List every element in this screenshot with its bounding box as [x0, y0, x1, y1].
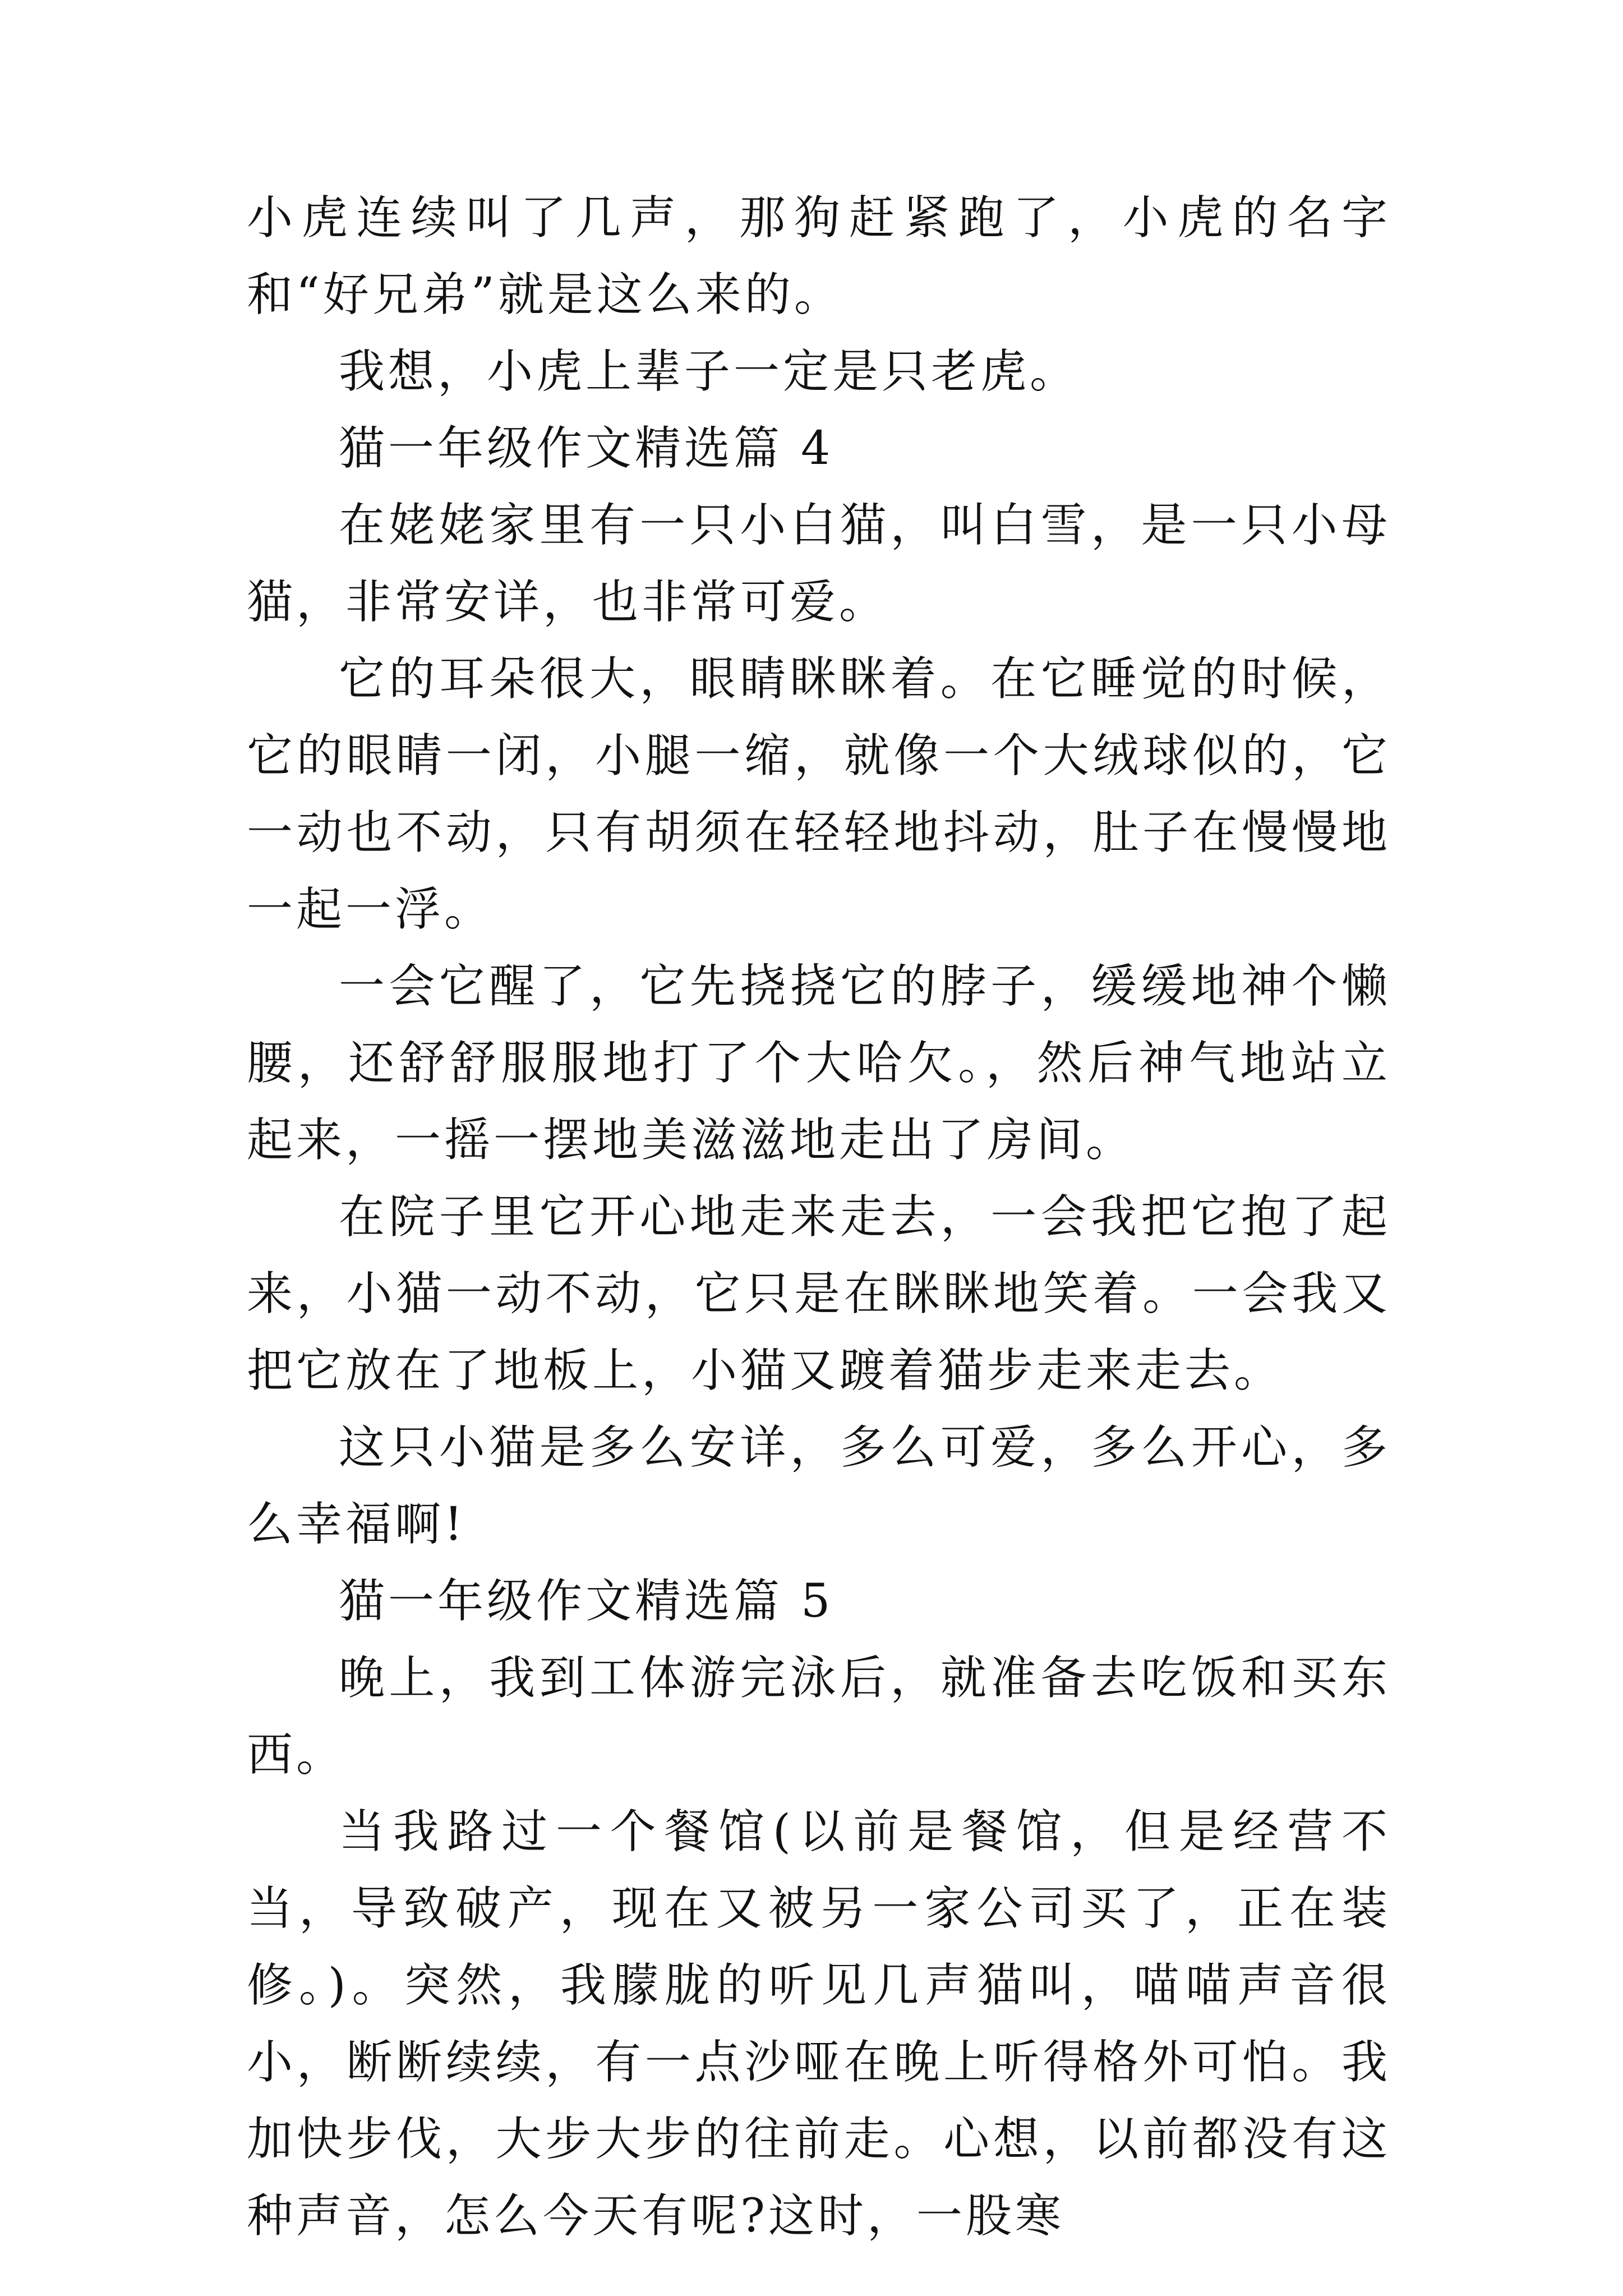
section-heading-5: 猫一年级作文精选篇 5 [339, 1575, 834, 1628]
paragraph: 我想，小虎上辈子一定是只老虎。 [339, 345, 1080, 398]
paragraph: 这只小猫是多么安详，多么可爱，多么开心，多么幸福啊! [247, 1421, 1391, 1551]
paragraph: 晚上，我到工体游完泳后，就准备去吃饭和买东西。 [247, 1651, 1391, 1782]
paragraph: 在姥姥家里有一只小白猫，叫白雪，是一只小母猫，非常安详，也非常可爱。 [247, 499, 1391, 629]
section-heading-4: 猫一年级作文精选篇 4 [339, 422, 834, 475]
essay-body [247, 180, 1391, 2254]
paragraph: 在院子里它开心地走来走去，一会我把它抱了起来，小猫一动不动，它只是在眯眯地笑着。一会我又把它放在了地板上，小猫又踱着猫步走来走去。 [247, 1190, 1391, 1397]
paragraph: 一会它醒了，它先挠挠它的脖子，缓缓地神个懒腰，还舒舒服服地打了个大哈欠。，然后神气地站立起来，一摇一摆地美滋滋地走出了房间。 [247, 960, 1391, 1167]
paragraph: 它的耳朵很大，眼睛眯眯着。在它睡觉的时候，它的眼睛一闭，小腿一缩，就像一个大绒球似的，它一动也不动，只有胡须在轻轻地抖动，肚子在慢慢地一起一浮。 [247, 652, 1391, 936]
paragraph: 当我路过一个餐馆(以前是餐馆，但是经营不当，导致破产，现在又被另一家公司买了，正在装修。)。突然，我朦胧的听见几声猫叫，喵喵声音很小，断断续续，有一点沙哑在晚上听得格外可怕。我加快步伐，大步大步的往前走。心想，以前都没有这种声音，怎么今天有呢?这时，一股寒 [247, 1805, 1391, 2243]
paragraph-continuation: 小虎连续叫了几声，那狗赶紧跑了，小虎的名字和“好兄弟”就是这么来的。 [247, 191, 1391, 321]
